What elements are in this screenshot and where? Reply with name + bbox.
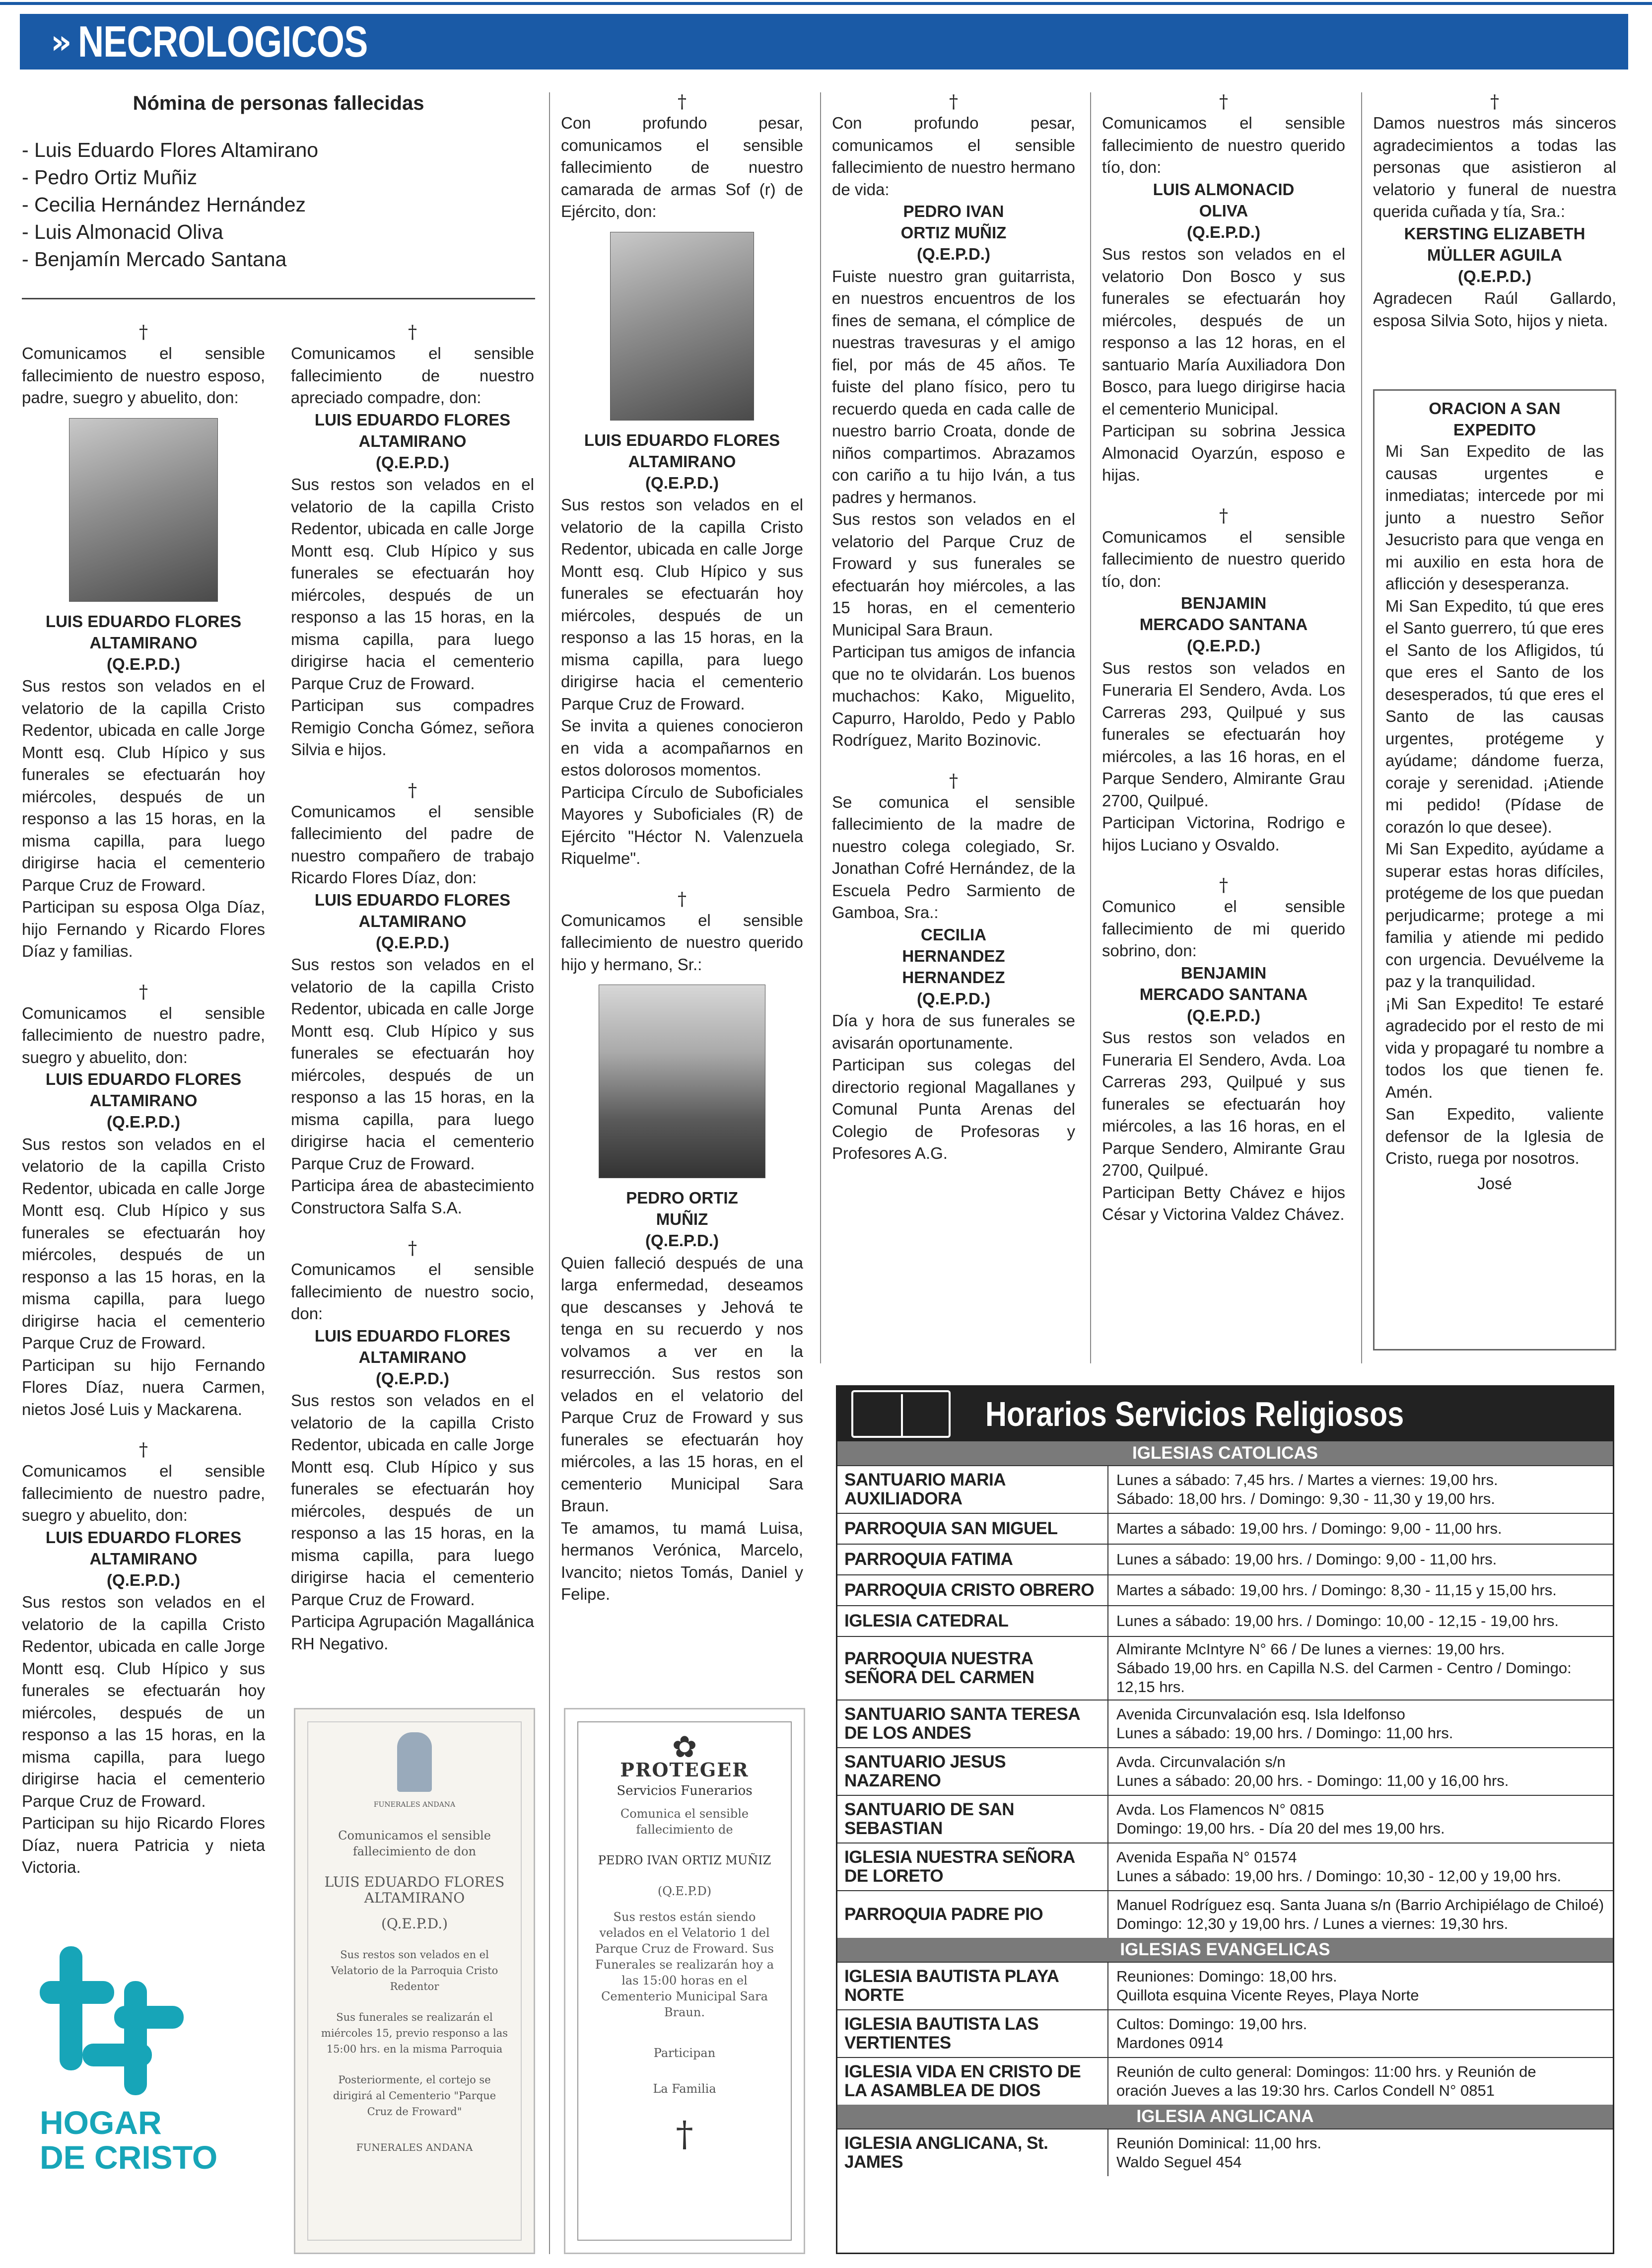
qepd: (Q.E.P.D.)	[1187, 222, 1260, 241]
table-row	[837, 1747, 1613, 1795]
list-item: - Cecilia Hernández Hernández	[22, 193, 306, 216]
notice-body: Sus restos son velados en Funeraria El Sendero, Avda. Loa Carreras 293, Quilpué y sus funerales se efectuarán hoy miércoles, a las 16 horas, en el Parque Sendero, Almirante Grau 2700, Quilpué.	[1102, 1028, 1345, 1179]
service-times	[1108, 2129, 1613, 2176]
proteger-ad	[564, 1708, 805, 2254]
service-times-line: Mardones 0914	[1116, 2034, 1224, 2052]
deceased-name: KERSTING ELIZABETH MÜLLER AGUILA	[1404, 224, 1585, 264]
table-row	[837, 1962, 1613, 2009]
church-name: SANTUARIO MARIA AUXILIADORA	[837, 1466, 1108, 1513]
notice-intro: Con profundo pesar, comunicamos el sensible fallecimiento de nuestro hermano de vida:	[832, 114, 1075, 199]
table-row	[837, 1890, 1613, 1938]
ad-name: PEDRO IVAN ORTIZ MUÑIZ	[598, 1853, 771, 1867]
service-times	[1108, 1701, 1613, 1747]
cross-icon: †	[949, 92, 958, 112]
deceased-name: LUIS EDUARDO FLORES ALTAMIRANO	[584, 430, 780, 471]
cross-icon: †	[1219, 505, 1228, 526]
ad-brand: PROTEGER	[620, 1759, 749, 1781]
service-times	[1108, 1796, 1613, 1843]
ad-intro: Comunica el sensible fallecimiento de	[620, 1807, 749, 1837]
column-1-notices	[22, 323, 265, 1879]
ad-body: Posteriormente, el cortejo se dirigirá al Cementerio "Parque Cruz de Froward"	[333, 2074, 496, 2118]
column-4-notices	[832, 92, 1075, 1165]
section-title: NECROLOGICOS	[77, 17, 368, 66]
ad-brand-small: FUNERALES ANDANA	[373, 1801, 456, 1809]
notice-body: Fuiste nuestro gran guitarrista, en nuestros encuentros de los fines de semana, el cómplice de nuestras travesuras y el amigo fiel, por más de 45 años. Te fuiste del plano físico, pero tu recuerdo queda en cada calle de nuestro barrio Croata, donde de niños compartimos. Abrazamos con cariño a tu hijo Iván, a tus padres y hermanos.	[832, 267, 1075, 506]
church-name: IGLESIA ANGLICANA, St. JAMES	[837, 2129, 1108, 2176]
column-divider	[1361, 92, 1362, 1363]
cross-icon: †	[408, 1238, 417, 1259]
cross-icon: †	[678, 889, 687, 910]
list-item: - Luis Eduardo Flores Altamirano	[22, 138, 319, 161]
cross-icon: †	[1490, 92, 1499, 112]
notice-signers: Te amamos, tu mamá Luisa, hermanos Verónica, Marcelo, Ivancito; nietos Tomás, Daniel y Felipe.	[561, 1518, 803, 1603]
notice-signers: Participan sus colegas del directorio regional Magallanes y Comunal Punta Arenas del Colegio de Profesoras y Profesores A.G.	[832, 1056, 1075, 1162]
qepd: (Q.E.P.D.)	[1458, 267, 1531, 285]
qepd: (Q.E.P.D.)	[107, 1113, 180, 1131]
service-times-line: Manuel Rodríguez esq. Santa Juana s/n (Barrio Archipiélago de Chiloé)	[1116, 1896, 1604, 1914]
notice-signers: Participan Victorina, Rodrigo e hijos Luciano y Osvaldo.	[1102, 813, 1345, 854]
church-name: IGLESIA NUESTRA SEÑORA DE LORETO	[837, 1843, 1108, 1890]
ad-qepd: (Q.E.P.D)	[657, 1884, 712, 1898]
service-times	[1108, 2058, 1613, 2105]
column-2-notices	[291, 323, 534, 1655]
church-name: PARROQUIA PADRE PIO	[837, 1891, 1108, 1938]
notice-signers: Participan su hijo Fernando Flores Díaz, nuera Carmen, nietos José Luis y Mackarena.	[22, 1355, 265, 1418]
service-times-line: Domingo: 19,00 hrs. - Día 20 del mes 19,00 hrs.	[1116, 1820, 1445, 1837]
hogar-text: HOGAR DE CRISTO	[40, 2104, 218, 2176]
service-times-line: Reuniones: Domingo: 18,00 hrs.	[1116, 1968, 1337, 1985]
table-row	[837, 1544, 1613, 1574]
service-times-line: Lunes a sábado: 19,00 hrs. / Domingo: 11,00 hrs.	[1116, 1724, 1453, 1742]
ad-footer: FUNERALES ANDANA	[356, 2141, 473, 2153]
service-times-line: Sábado 19,00 hrs. en Capilla N.S. del Carmen - Centro / Domingo: 12,15 hrs.	[1116, 1659, 1572, 1696]
notice-extra: Se invita a quienes conocieron en vida a acompañarnos en estos dolorosos momentos.	[561, 716, 803, 779]
chevron-right-icon: »	[51, 22, 68, 61]
prayer-paragraph: Mi San Expedito, ayúdame a superar estas horas difíciles, protégeme de los que puedan perjudicarme; protege a mi familia y atiende mi pedido con urgencia. Devuélveme la paz y la tranquilidad.	[1385, 840, 1604, 991]
notice-intro: Comunicamos el sensible fallecimiento de nuestro querido tío, don:	[1102, 527, 1345, 590]
notice-intro: Con profundo pesar, comunicamos el sensible fallecimiento de nuestro camarada de armas Sof (r) de Ejército, don:	[561, 114, 803, 220]
notice-signers: Participan su hijo Ricardo Flores Díaz, nuera Patricia y nieta Victoria.	[22, 1814, 265, 1876]
service-times-line: Reunión Dominical: 11,00 hrs.	[1116, 2134, 1321, 2152]
schedule-header	[837, 1387, 1613, 1441]
deceased-name: LUIS EDUARDO FLORES ALTAMIRANO	[314, 1326, 511, 1366]
notice-body: Sus restos son velados en el velatorio de la capilla Cristo Redentor, ubicada en calle Jorge Montt esq. Club Hípico y sus funerales se efectuarán hoy miércoles, después de un responso a las 15 horas, en la misma capilla, para luego dirigirse hacia el cementerio Parque Cruz de Froward.	[22, 1593, 265, 1810]
service-times	[1108, 1963, 1613, 2009]
schedule-section-header: IGLESIAS EVANGELICAS	[837, 1938, 1613, 1962]
list-item: - Luis Almonacid Oliva	[22, 220, 223, 243]
church-name: PARROQUIA NUESTRA SEÑORA DEL CARMEN	[837, 1637, 1108, 1700]
deceased-name: BENJAMIN MERCADO SANTANA	[1139, 963, 1308, 1003]
deceased-name: BENJAMIN MERCADO SANTANA	[1139, 594, 1308, 634]
table-row	[837, 1465, 1613, 1513]
photo-luis-eduardo	[69, 418, 218, 602]
service-times	[1108, 1466, 1613, 1513]
list-item: - Pedro Ortiz Muñiz	[22, 165, 198, 189]
service-times-line: Almirante McIntyre N° 66 / De lunes a viernes: 19,00 hrs.	[1116, 1640, 1505, 1658]
cross-icon: †	[678, 92, 687, 112]
notice-signers: Participan su esposa Olga Díaz, hijo Fernando y Ricardo Flores Díaz y familias.	[22, 898, 265, 960]
service-times-line: Martes a sábado: 19,00 hrs. / Domingo: 9,00 - 11,00 hrs.	[1116, 1520, 1502, 1537]
deceased-name: LUIS EDUARDO FLORES ALTAMIRANO	[45, 1070, 242, 1110]
deceased-name: PEDRO ORTIZ MUÑIZ	[626, 1189, 738, 1228]
ad-qepd: (Q.E.P.D.)	[381, 1915, 448, 1932]
service-times	[1108, 1891, 1613, 1938]
service-times	[1108, 1606, 1613, 1636]
list-item: - Benjamín Mercado Santana	[22, 247, 287, 271]
column-5-notices	[1102, 92, 1345, 1226]
prayer-paragraph: ¡Mi San Expedito! Te estaré agradecido por el resto de mi vida y propagaré tu nombre a todos los que tienen fe. Amén.	[1385, 994, 1604, 1101]
notice-signers: Participan su sobrina Jessica Almonacid Oyarzún, esposo e hijas.	[1102, 422, 1345, 484]
service-times-line: Sábado: 18,00 hrs. / Domingo: 9,30 - 11,30 y 19,00 hrs.	[1116, 1490, 1495, 1507]
cross-icon: †	[408, 780, 417, 801]
hogar-de-cristo-logo	[40, 1946, 228, 2175]
service-times-line: Lunes a sábado: 20,00 hrs. - Domingo: 11,00 y 16,00 hrs.	[1116, 1772, 1509, 1789]
ad-figure	[397, 1732, 432, 1792]
qepd: (Q.E.P.D.)	[107, 654, 180, 673]
church-name: IGLESIA CATEDRAL	[837, 1606, 1108, 1636]
notice-body: Sus restos son velados en el velatorio de la capilla Cristo Redentor, ubicada en calle Jorge Montt esq. Club Hípico y sus funerales se efectuarán hoy miércoles, después de un responso a las 15 horas, en la misma capilla, para luego dirigirse hacia el cementerio Parque Cruz de Froward.	[291, 955, 534, 1173]
column-3-notices	[561, 92, 803, 1606]
column-divider	[820, 92, 821, 1363]
hogar-cross-icon	[40, 1946, 189, 2095]
service-times-line: Avda. Los Flamencos N° 0815	[1116, 1801, 1324, 1818]
cross-icon: †	[1219, 875, 1228, 896]
church-name: IGLESIA VIDA EN CRISTO DE LA ASAMBLEA DE DIOS	[837, 2058, 1108, 2105]
qepd: (Q.E.P.D.)	[376, 933, 449, 952]
notice-body: Sus restos son velados en el velatorio Don Bosco y sus funerales se efectuarán hoy miércoles, después de un responso a las 12 horas, en el santuario María Auxiliadora Don Bosco, para luego dirigirse hacia el cementerio Municipal.	[1102, 245, 1345, 418]
notice-signers: Participa Círculo de Suboficiales Mayores y Suboficiales (R) de Ejército "Héctor N. Valenzuela Riquelme".	[561, 782, 803, 867]
prayer-box	[1373, 389, 1616, 1350]
column-divider	[549, 92, 550, 2254]
notice-intro: Comunicamos el sensible fallecimiento de nuestro padre, suegro y abuelito, don:	[22, 1003, 265, 1066]
service-times-line: Lunes a sábado: 7,45 hrs. / Martes a viernes: 19,00 hrs.	[1116, 1471, 1498, 1488]
service-times-line: Reunión de culto general: Domingos: 11:00 hrs. y Reunión de	[1116, 2063, 1536, 2080]
church-name: IGLESIA BAUTISTA LAS VERTIENTES	[837, 2010, 1108, 2057]
table-row	[837, 1574, 1613, 1605]
cross-icon: †	[676, 2114, 693, 2154]
nomina-list	[22, 137, 535, 273]
notice-body: Sus restos son velados en el velatorio de la capilla Cristo Redentor, ubicada en calle Jorge Montt esq. Club Hípico y sus funerales se efectuarán hoy miércoles, después de un responso a las 15 horas, en la misma capilla, para luego dirigirse hacia el cementerio Parque Cruz de Froward.	[22, 677, 265, 894]
religious-services-schedule	[836, 1385, 1614, 2254]
table-row	[837, 1700, 1613, 1747]
funerales-andana-ad	[294, 1708, 535, 2254]
prayer-paragraph: San Expedito, valiente defensor de la Iglesia de Cristo, ruega por nosotros.	[1385, 1105, 1604, 1167]
divider	[22, 298, 535, 299]
deceased-name: PEDRO IVAN ORTIZ MUÑIZ	[900, 202, 1007, 242]
notice-body: Quien falleció después de una larga enfermedad, deseamos que descanses y Jehová te tenga en su recuerdo y nos volvamos a ver en la resurrección. Sus restos son velados en el velatorio del Parque Cruz de Froward y sus funerales se efectuarán hoy miércoles, a las 15 horas, en el cementerio Municipal Sara Braun.	[561, 1253, 803, 1515]
table-row	[837, 1843, 1613, 1890]
notice-signers: Participan tus amigos de infancia que no te olvidarán. Los buenos muchachos: Kako, Miguelito, Capurro, Haroldo, Pedo y Pablo Rodríguez, Marito Bozinovic.	[832, 642, 1075, 749]
church-name: PARROQUIA SAN MIGUEL	[837, 1514, 1108, 1544]
deceased-name: LUIS EDUARDO FLORES ALTAMIRANO	[314, 890, 511, 930]
service-times	[1108, 1843, 1613, 1890]
table-row	[837, 2057, 1613, 2105]
service-times-line: Cultos: Domingo: 19,00 hrs.	[1116, 2015, 1308, 2033]
notice-intro: Comunicamos el sensible fallecimiento de nuestro querido hijo y hermano, Sr.:	[561, 911, 803, 974]
church-name: PARROQUIA FATIMA	[837, 1545, 1108, 1574]
notice-body: Sus restos son velados en el velatorio de la capilla Cristo Redentor, ubicada en calle Jorge Montt esq. Club Hípico y sus funerales se efectuarán hoy miércoles, después de un responso a las 15 horas, en la misma capilla, para luego dirigirse hacia el cementerio Parque Cruz de Froward.	[291, 475, 534, 693]
service-times-line: oración Jueves a las 19:30 hrs. Carlos Condell N° 0851	[1116, 2082, 1495, 2099]
column-divider	[1090, 92, 1091, 1363]
deceased-name: LUIS ALMONACID OLIVA	[1153, 180, 1295, 220]
column-6	[1373, 92, 1616, 332]
table-row	[837, 1636, 1613, 1700]
cross-icon: †	[949, 771, 958, 791]
deceased-name: LUIS EDUARDO FLORES ALTAMIRANO	[45, 612, 242, 652]
service-times-line: Quillota esquina Vicente Reyes, Playa Norte	[1116, 1986, 1419, 2004]
service-times	[1108, 2010, 1613, 2057]
qepd: (Q.E.P.D.)	[1187, 637, 1260, 655]
ad-intro: Comunicamos el sensible fallecimiento de don	[338, 1829, 491, 1858]
table-row	[837, 2128, 1613, 2176]
notice-body: Sus restos son velados en el velatorio de la capilla Cristo Redentor, ubicada en calle Jorge Montt esq. Club Hípico y sus funerales se efectuarán hoy miércoles, después de un responso a las 15 horas, en la misma capilla, para luego dirigirse hacia el cementerio Parque Cruz de Froward.	[22, 1134, 265, 1352]
notice-intro: Comunicamos el sensible fallecimiento de nuestro socio, don:	[291, 1260, 534, 1323]
cross-icon: †	[1219, 92, 1228, 112]
notice-body: Sus restos son velados en Funeraria El Sendero, Avda. Los Carreras 293, Quilpué y sus funerales se efectuarán hoy miércoles, a las 16 horas, en el Parque Sendero, Almirante Grau 2700, Quilpué.	[1102, 658, 1345, 810]
qepd: (Q.E.P.D.)	[645, 1231, 719, 1250]
service-times	[1108, 1637, 1613, 1700]
service-times	[1108, 1748, 1613, 1795]
service-times-line: Avenida Circunvalación esq. Isla Idelfonso	[1116, 1705, 1405, 1723]
notice-signers: Participa Agrupación Magallánica RH Negativo.	[291, 1612, 534, 1653]
cross-icon: †	[139, 322, 148, 343]
service-times-line: Waldo Seguel 454	[1116, 2153, 1242, 2171]
bible-icon	[851, 1390, 951, 1438]
service-times-line: Lunes a sábado: 19,00 hrs. / Domingo: 9,00 - 11,00 hrs.	[1116, 1551, 1497, 1568]
cross-icon: †	[139, 1440, 148, 1460]
qepd: (Q.E.P.D.)	[917, 245, 990, 263]
service-times-line: Lunes a sábado: 19,00 hrs. / Domingo: 10,00 - 12,15 - 19,00 hrs.	[1116, 1612, 1559, 1630]
column-1	[22, 92, 535, 273]
prayer-paragraph: Mi San Expedito, tú que eres el Santo guerrero, tú que eres el Santo de los Afligidos, tú que eres el Santo de los desesperados, tú que eres el Santo de las causas urgentes, protégeme y ayúdame; dándome fuerza, coraje y serenidad. ¡Atiende mi pedido! (Pídase de corazón lo que desee).	[1385, 596, 1604, 836]
schedule-section-header: IGLESIA ANGLICANA	[837, 2105, 1613, 2128]
schedule-body	[837, 1441, 1613, 2176]
photo-pedro-ortiz	[599, 985, 765, 1178]
ad-body: Sus restos son velados en el Velatorio de la Parroquia Cristo Redentor	[331, 1949, 498, 1992]
ad-name: LUIS EDUARDO FLORES ALTAMIRANO	[324, 1874, 505, 1906]
notice-intro: Comunicamos el sensible fallecimiento de nuestro querido tío, don:	[1102, 114, 1345, 176]
notice-signers: Participan Betty Chávez e hijos César y Victorina Valdez Chávez.	[1102, 1183, 1345, 1223]
ad-body: Sus funerales se realizarán el miércoles 15, previo responso a las 15:00 hrs. en la misma Parroquia	[321, 2011, 508, 2055]
nomina-title: Nómina de personas fallecidas	[133, 92, 424, 114]
church-name: SANTUARIO JESUS NAZARENO	[837, 1748, 1108, 1795]
notice-body: Sus restos son velados en el velatorio de la capilla Cristo Redentor, ubicada en calle Jorge Montt esq. Club Hípico y sus funerales se efectuarán hoy miércoles, después de un responso a las 15 horas, en la misma capilla, para luego dirigirse hacia el cementerio Parque Cruz de Froward.	[291, 1391, 534, 1609]
prayer-signature: José	[1477, 1174, 1512, 1193]
ad-family: La Familia	[653, 2082, 716, 2096]
thanks-intro: Damos nuestros más sinceros agradecimientos a todas las personas que asistieron al velatorio y funeral de nuestra querida cuñada y tía, Sra.:	[1373, 114, 1616, 220]
deceased-name: CECILIA HERNANDEZ HERNANDEZ	[902, 925, 1005, 987]
church-name: PARROQUIA CRISTO OBRERO	[837, 1575, 1108, 1605]
service-times-line: Martes a sábado: 19,00 hrs. / Domingo: 8,30 - 11,15 y 15,00 hrs.	[1116, 1581, 1557, 1599]
prayer-title: ORACION A SAN EXPEDITO	[1429, 399, 1561, 439]
table-row	[837, 2009, 1613, 2057]
notice-signers: Participa área de abastecimiento Constructora Salfa S.A.	[291, 1176, 534, 1217]
notice-signers: Participan sus compadres Remigio Concha Gómez, señora Silvia e hijos.	[291, 696, 534, 759]
church-name: SANTUARIO DE SAN SEBASTIAN	[837, 1796, 1108, 1843]
notice-intro: Comunicamos el sensible fallecimiento del padre de nuestro compañero de trabajo Ricardo Flores Díaz, don:	[291, 802, 534, 887]
notice-body: Sus restos son velados en el velatorio de la capilla Cristo Redentor, ubicada en calle Jorge Montt esq. Club Hípico y sus funerales se efectuarán hoy miércoles, después de un responso a las 15 horas, en la misma capilla, para luego dirigirse hacia el cementerio Parque Cruz de Froward.	[561, 496, 803, 713]
table-row	[837, 1795, 1613, 1843]
schedule-title: Horarios Servicios Religiosos	[985, 1395, 1404, 1433]
schedule-section-header: IGLESIAS CATOLICAS	[837, 1441, 1613, 1465]
service-times	[1108, 1575, 1613, 1605]
qepd: (Q.E.P.D.)	[376, 453, 449, 472]
notice-body: Día y hora de sus funerales se avisarán oportunamente.	[832, 1011, 1075, 1052]
thanks-signers: Agradecen Raúl Gallardo, esposa Silvia Soto, hijos y nieta.	[1373, 289, 1616, 330]
table-row	[837, 1513, 1613, 1544]
table-row	[837, 1605, 1613, 1636]
cross-icon: †	[139, 982, 148, 1002]
service-times-line: Avda. Circunvalación s/n	[1116, 1753, 1286, 1771]
service-times	[1108, 1514, 1613, 1544]
ad-participan: Participan	[653, 2046, 716, 2060]
notice-intro: Se comunica el sensible fallecimiento de la madre de nuestro colega colegiado, Sr. Jonathan Cofré Hernández, de la Escuela Pedro Sarmiento de Gamboa, Sra.:	[832, 792, 1075, 921]
service-times	[1108, 1545, 1613, 1574]
photo-luis-eduardo	[610, 232, 754, 421]
deceased-name: LUIS EDUARDO FLORES ALTAMIRANO	[314, 410, 511, 450]
top-rule	[0, 2, 1652, 5]
notice-intro: Comunicamos el sensible fallecimiento de nuestro apreciado compadre, don:	[291, 344, 534, 407]
cross-icon: †	[408, 322, 417, 343]
flower-icon: ✿	[672, 1730, 697, 1765]
qepd: (Q.E.P.D.)	[107, 1570, 180, 1589]
service-times-line: Lunes a sábado: 19,00 hrs. / Domingo: 10,30 - 12,00 y 19,00 hrs.	[1116, 1867, 1562, 1885]
notice-intro: Comunicamos el sensible fallecimiento de nuestro esposo, padre, suegro y abuelito, don:	[22, 344, 265, 407]
service-times-line: Domingo: 12,30 y 19,00 hrs. / Lunes a viernes: 19,30 hrs.	[1116, 1915, 1509, 1932]
section-header	[20, 14, 1628, 70]
ad-body: Sus restos están siendo velados en el Velatorio 1 del Parque Cruz de Froward. Sus Funerales se realizarán hoy a las 15:00 horas en el Cementerio Municipal Sara Braun.	[595, 1910, 774, 2019]
deceased-name: LUIS EDUARDO FLORES ALTAMIRANO	[45, 1528, 242, 1568]
service-times-line: Avenida España N° 01574	[1116, 1848, 1297, 1866]
qepd: (Q.E.P.D.)	[917, 989, 990, 1008]
church-name: IGLESIA BAUTISTA PLAYA NORTE	[837, 1963, 1108, 2009]
church-name: SANTUARIO SANTA TERESA DE LOS ANDES	[837, 1701, 1108, 1747]
prayer-paragraph: Mi San Expedito de las causas urgentes e inmediatas; intercede por mi junto a nuestro Señor Jesucristo para que venga en mi auxilio en esta hora de aflicción y desesperanza.	[1385, 442, 1604, 593]
notice-body: Sus restos son velados en el velatorio del Parque Cruz de Froward y sus funerales se efectuarán hoy miércoles, a las 15 horas, en el cementerio Municipal Sara Braun.	[832, 510, 1075, 639]
qepd: (Q.E.P.D.)	[1187, 1006, 1260, 1025]
qepd: (Q.E.P.D.)	[376, 1369, 449, 1388]
ad-sub: Servicios Funerarios	[617, 1783, 753, 1798]
notice-intro: Comunico el sensible fallecimiento de mi querido sobrino, don:	[1102, 897, 1345, 960]
qepd: (Q.E.P.D.)	[645, 473, 719, 492]
notice-intro: Comunicamos el sensible fallecimiento de nuestro padre, suegro y abuelito, don:	[22, 1462, 265, 1524]
